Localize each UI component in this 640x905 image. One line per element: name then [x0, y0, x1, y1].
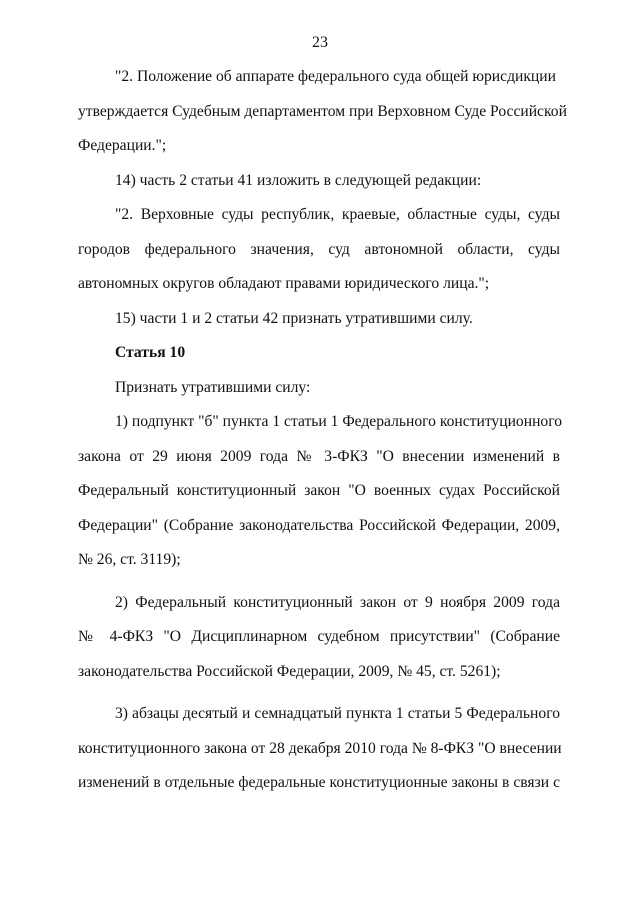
text-line: городов федерального значения, суд автономной области, суды [78, 240, 560, 258]
text-line: 15) части 1 и 2 статьи 42 признать утратившими силу. [115, 309, 473, 327]
text-line: изменений в отдельные федеральные конституционные законы в связи с [78, 774, 560, 791]
text-line: № 4-ФКЗ "О Дисциплинарном судебном присутствии" (Собрание [78, 628, 560, 645]
page-number: 23 [312, 34, 328, 51]
text-line: Федерации" (Собрание законодательства Российской Федерации, 2009, [78, 516, 560, 534]
text-line: утверждается Судебным департаментом при Верховном Суде Российской [78, 102, 567, 120]
text-line: Признать утратившими силу: [115, 378, 311, 396]
text-line: 1) подпункт "б" пункта 1 статьи 1 Федерального конституционного [115, 413, 563, 430]
text-line: 2) Федеральный конституционный закон от 9 ноября 2009 года [115, 593, 560, 611]
article-heading: Статья 10 [115, 344, 186, 361]
text-line: Федерации."; [78, 137, 167, 154]
text-line: "2. Верховные суды республик, краевые, областные суды, суды [115, 206, 560, 223]
text-line: закона от 29 июня 2009 года № 3-ФКЗ "О внесении изменений в [78, 447, 560, 465]
text-line: Федеральный конституционный закон "О военных судах Российской [78, 482, 560, 499]
text-line: 3) абзацы десятый и семнадцатый пункта 1 статьи 5 Федерального [115, 705, 560, 722]
text-line: конституционного закона от 28 декабря 2010 года № 8-ФКЗ "О внесении [78, 739, 562, 757]
text-line: 14) часть 2 статьи 41 изложить в следующей редакции: [115, 171, 482, 189]
text-line: № 26, ст. 3119); [78, 551, 181, 568]
text-line: автономных округов обладают правами юридического лица."; [78, 275, 490, 292]
text-line: "2. Положение об аппарате федерального суда общей юрисдикции [115, 68, 556, 85]
document-body [78, 60, 567, 801]
text-line: законодательства Российской Федерации, 2009, № 45, ст. 5261); [78, 662, 501, 680]
